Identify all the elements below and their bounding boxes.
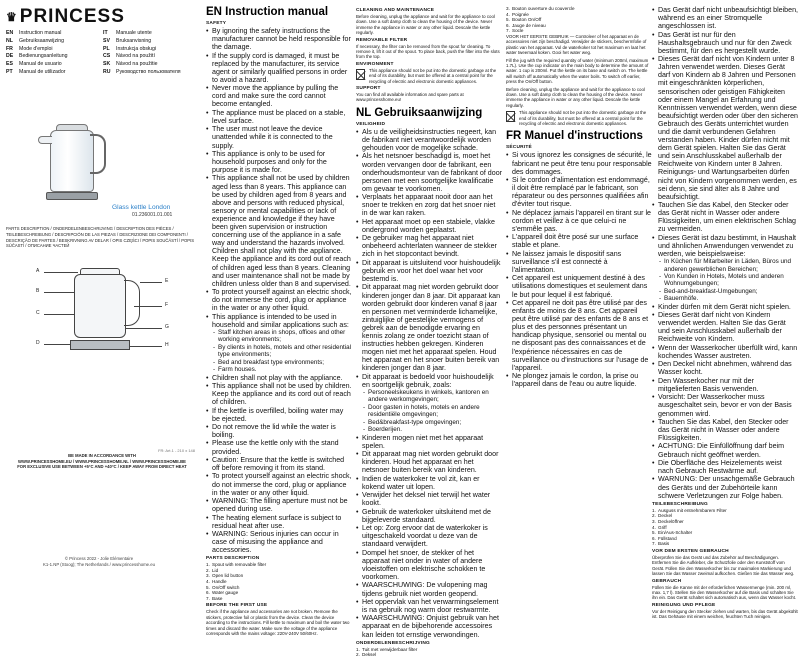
list-item: • Never move the appliance by pulling the cord and make sure the cord cannot become entangled. bbox=[206, 84, 352, 108]
list-item: • This appliance is intended to be used in household and similar applications such as: bbox=[206, 313, 352, 329]
lang-code-fr: FR bbox=[506, 130, 525, 143]
lang-code-nl: NL bbox=[356, 106, 375, 119]
list-item: - Door gasten in hotels, motels en andere residentiële omgevingen; bbox=[356, 404, 502, 418]
safety-list bbox=[206, 27, 352, 329]
list-item: • To protect yourself against an electric shock, do not immerse the cord, plug or appliance in the water or any other liquid. bbox=[206, 472, 352, 496]
clean-text: Vor der Reinigung den Stecker ziehen und warten, bis das Gerät abgekühlt ist. Das Gehäuse mit einem weichen, feuchten Tuch reinigen. bbox=[652, 608, 798, 620]
list-item: • Cet appareil ne doit pas être utilisé par des enfants de moins de 8 ans. Cet appareil peut être utilisé par des enfants de 8 ans et plus et des personnes présentant un handicap physique, sensoriel ou mental ou ne disposant pas des connaissances et de l'expérience nécessaires en cas de surveillance ou d'instructions sur l'usage de l'appareil. bbox=[506, 299, 652, 372]
list-item: - Bed-and-breakfast-Umgebungen; bbox=[652, 288, 798, 295]
list-item: • De gebruiker mag het apparaat niet onbeheerd achterlaten wanneer de stekker zich in het stopcontact bevindt. bbox=[356, 234, 502, 258]
list-item: • Ne laissez jamais le dispositif sans surveillance s'il est connecté à l'alimentation. bbox=[506, 250, 652, 274]
address-warning: FOR EXCLUSIVE USE BETWEEN +5°C AND +40°C / KEEP AWAY FROM DIRECT HEAT bbox=[17, 464, 187, 470]
list-item: • Ne déplacez jamais l'appareil en tirant sur le cordon et veillez à ce que celui-ci ne s'emmêle pas. bbox=[506, 209, 652, 233]
parts-list bbox=[652, 508, 798, 547]
product-name: Glass kettle London bbox=[112, 204, 171, 211]
list-item: • The user must not leave the device unattended while it is connected to the supply. bbox=[206, 125, 352, 149]
list-item: • Gebruik de waterkoker uitsluitend met de bijgeleverde standaard. bbox=[356, 508, 502, 524]
language-item-es bbox=[6, 61, 99, 69]
address-block bbox=[6, 453, 198, 470]
language-item-cs bbox=[103, 53, 196, 61]
list-item: • Verwijder het deksel niet terwijl het water kookt. bbox=[356, 491, 502, 507]
list-item: • Dieses Gerät darf nicht von Kindern unter 8 Jahren verwendet werden. Dieses Gerät darf von Kindern ab 8 Jahren und Personen mit eingeschränkten körperlichen, sensorischen oder geistigen Fähigkeiten oder einem Mangel an Erfahrung und Kenntnissen verwendet werden, wenn diese beaufsichtigt werden oder über den sicheren Gebrauch des Geräts unterrichtet wurden und die damit verbundenen Gefahren verstanden haben. Kinder dürfen nicht mit dem Gerät spielen. Halten Sie das Gerät und sein Anschlusskabel außerhalb der Reichweite von Kindern unter 8 Jahren. Reinigungs- und Wartungsarbeiten dürfen nicht von Kindern vorgenommen werden, es sei denn, sie sind älter als 8 Jahre und beaufsichtigt. bbox=[652, 55, 798, 201]
safety-list bbox=[356, 128, 502, 389]
list-item: - In Küchen für Mitarbeiter in Läden, Büros und anderen gewerblichen Bereichen; bbox=[652, 258, 798, 272]
list-item: Bouton ouverture du couvercle bbox=[512, 6, 575, 11]
copyright bbox=[24, 556, 174, 567]
list-item: • Tauchen Sie das Kabel, den Stecker oder das Gerät nicht in Wasser oder andere Flüssigkeiten. bbox=[652, 418, 798, 442]
list-item: Ein/Aus-Schalter bbox=[658, 530, 693, 536]
recycle-bin-icon bbox=[356, 69, 365, 80]
parts-heading: ONDERDELENBESCHRIJVING bbox=[356, 640, 430, 646]
language-item-fr bbox=[6, 46, 99, 54]
list-item: • By ignoring the safety instructions the manufacturer cannot be held responsible for the damage. bbox=[206, 27, 352, 51]
list-item: • Do not remove the lid while the water is boiling. bbox=[206, 423, 352, 439]
title-text: Instruction manual bbox=[225, 6, 329, 18]
brand-logo bbox=[6, 6, 125, 28]
list-item: • Caution: Ensure that the kettle is switched off before removing it from its stand. bbox=[206, 456, 352, 472]
list-item: • WARNING: The filling aperture must not be opened during use. bbox=[206, 497, 352, 513]
language-code: EN bbox=[6, 30, 14, 36]
list-item: Base bbox=[212, 595, 223, 601]
language-label: Manual de utilizador bbox=[19, 68, 66, 75]
before-heading: VOR DEM ERSTEN GEBRAUCH bbox=[652, 548, 729, 554]
list-item: • Dieses Gerät darf nicht von Kindern verwendet werden. Halten Sie das Gerät und sein Anschlusskabel außerhalb der Reichweite von Kindern. bbox=[652, 311, 798, 343]
language-code: PT bbox=[6, 68, 13, 75]
list-item: • WARNUNG: Der unsachgemäße Gebrauch des Geräts und der Zubehörteile kann schwere Verletzungen zur Folge haben. bbox=[652, 475, 798, 499]
kettle-body bbox=[50, 130, 94, 192]
list-item: Lid bbox=[212, 567, 219, 573]
language-label: Gebruiksaanwijzing bbox=[19, 37, 64, 44]
list-item: • Die Oberfläche des Heizelements weist nach Gebrauch Restwärme auf. bbox=[652, 459, 798, 475]
list-item: • If the kettle is overfilled, boiling water may be ejected. bbox=[206, 407, 352, 423]
list-item: • Ne plongez jamais le cordon, la prise ou l'appareil dans de l'eau ou autre liquide. bbox=[506, 372, 652, 388]
list-item: - By clients in hotels, motels and other residential type environments; bbox=[206, 344, 352, 358]
diagram-leader bbox=[140, 282, 162, 283]
list-item: Spout with removable filter bbox=[212, 562, 267, 568]
diagram-leader bbox=[44, 292, 74, 293]
crown-icon: ♛ bbox=[6, 10, 18, 24]
usage-sub-list bbox=[206, 329, 352, 373]
language-item-en bbox=[6, 30, 99, 38]
list-item: • Dit apparaat mag niet worden gebruikt door kinderen. Houd het apparaat en het netsnoer buiten bereik van kinderen. bbox=[356, 450, 502, 474]
before-text: Überprüfen Sie das Gerät und das Zubehör auf Beschädigungen. Entfernen Sie die Aufkleber, die Schutzfolie oder den Kunststoff vom Gerät. Füllen Sie den Wasserkocher bis zur maximalen Markierung und lassen Sie das Wasser zweimal aufkochen. Gießen Sie das Wasser weg. bbox=[652, 554, 795, 577]
section-title-en bbox=[206, 6, 352, 19]
clean-heading: CLEANING AND MAINTENANCE bbox=[356, 8, 435, 13]
list-item: • WAARSCHUWING: Onjuist gebruik van het apparaat en de bijbehorende accessoires kan leiden tot ernstige verwondingen. bbox=[356, 614, 502, 638]
list-item: • Dit apparaat is uitsluitend voor huishoudelijk gebruik en voor het doel waar het voor bestemd is. bbox=[356, 259, 502, 283]
list-item: • Als u de veiligheidsinstructies negeert, kan de fabrikant niet verantwoordelijk worden gehouden voor de mogelijke schade. bbox=[356, 128, 502, 152]
title-text: Manuel d'instructions bbox=[524, 130, 643, 143]
format-note: FR: Art.1 - 210 x 148 bbox=[158, 448, 195, 453]
list-item: Füllstand bbox=[658, 535, 677, 541]
language-label: Руководство пользователя bbox=[116, 68, 181, 75]
address-country: BE MADE IN ACCORDANCE WITH bbox=[68, 453, 136, 458]
list-item: - Bed and breakfast type environments; bbox=[206, 359, 352, 366]
language-code: PL bbox=[103, 45, 110, 52]
list-item: - Von Kunden in Hotels, Motels und anderen Wohnumgebungen; bbox=[652, 273, 798, 287]
language-label: Manual de usuario bbox=[19, 61, 62, 68]
diagram-label: C bbox=[36, 310, 40, 316]
list-item: • Please use the kettle only with the stand provided. bbox=[206, 439, 352, 455]
list-item: Deksel bbox=[362, 652, 377, 658]
parts-heading: TEILEBESCHREIBUNG bbox=[652, 501, 708, 507]
kettle-base bbox=[46, 192, 98, 200]
section-title-nl bbox=[356, 107, 502, 120]
diagram-label: E bbox=[165, 278, 169, 284]
diagram-label: D bbox=[36, 340, 40, 346]
language-code: IT bbox=[103, 30, 108, 36]
filter-heading: REMOVABLE FILTER bbox=[356, 37, 408, 43]
list-item: • Indien de waterkoker te vol zit, kan er kokend water uit lopen. bbox=[356, 475, 502, 491]
column-fr-de bbox=[652, 6, 798, 620]
language-label: Návod na použití bbox=[116, 53, 155, 60]
environment-text-body: This appliance should not be put into the domestic garbage at the end of its durability, but must be offered at a central point for the recycling of electric and electronic domestic appliances. bbox=[369, 67, 497, 84]
list-item: • Tauchen Sie das Kabel, den Stecker oder das Gerät nicht in Wasser oder andere Flüssigkeiten, um einen elektrischen Schlag zu vermeiden. bbox=[652, 201, 798, 233]
list-item: • WAARSCHUWING: De vulopening mag tijdens gebruik niet worden geopend. bbox=[356, 581, 502, 597]
list-item: • Das Gerät ist nur für den Haushaltsgebrauch und nur für den Zweck bestimmt, für den es hergestellt wurde. bbox=[652, 31, 798, 55]
parts-description-multilang: PARTS DESCRIPTION / ONDERDELENBESCHRIJVING / DESCRIPTION DES PIÈCES / TEILEBESCHREIBUNG / DESCRIPCIÓN DE LAS PIEZAS / DESCRIZIONE DEI COMPONENTI / DESCRIÇÃO DE PARTES / BESKRIVNING AV DELAR / OPIS CZĘŚCI / POPIS SOUČÁSTÍ / POPIS SÚČASTÍ / ОПИСАНИЕ ЧАСТЕЙ bbox=[6, 226, 195, 249]
safety-heading: VEILIGHEID bbox=[356, 121, 386, 127]
language-label: Mode d'emploi bbox=[19, 45, 53, 52]
language-item-ru bbox=[103, 69, 196, 77]
list-item: • Kinderen mogen niet met het apparaat spelen. bbox=[356, 434, 502, 450]
language-item-pt bbox=[6, 69, 99, 77]
list-item: - Farm houses. bbox=[206, 366, 352, 373]
column-nl-fr bbox=[506, 6, 652, 570]
clean-heading: REINIGUNG UND PFLEGE bbox=[652, 602, 716, 608]
column-en bbox=[206, 6, 352, 637]
list-item: • The heating element surface is subject to residual heat after use. bbox=[206, 514, 352, 530]
list-item: • Let op: Zorg ervoor dat de waterkoker is uitgeschakeld voordat u deze van de standaard verwijdert. bbox=[356, 524, 502, 548]
list-item: • Si vous ignorez les consignes de sécurité, le fabricant ne peut être tenu pour responsable des dommages. bbox=[506, 151, 652, 175]
list-item: - Staff kitchen areas in shops, offices and other working environments; bbox=[206, 329, 352, 343]
diagram-leader bbox=[44, 314, 74, 315]
nl-filler-text-3 bbox=[506, 110, 652, 126]
list-item: • Als het netsnoer beschadigd is, moet het worden vervangen door de fabrikant, een onderhoudsmonteur van de fabrikant of door personen met een soortgelijke kwalificatie om gevaar te voorkomen. bbox=[356, 152, 502, 192]
list-item: - Personeelskeukens in winkels, kantoren en andere werkomgevingen; bbox=[356, 389, 502, 403]
language-item-it bbox=[103, 30, 196, 38]
parts-list-cont bbox=[506, 6, 652, 34]
copyright-line: © Princess 2022 - Jolie Elémentaire bbox=[64, 556, 134, 561]
language-code: SV bbox=[103, 37, 110, 44]
safety-list-2 bbox=[356, 434, 502, 639]
diagram-label: A bbox=[36, 268, 40, 274]
list-item: Handle bbox=[212, 579, 227, 585]
list-item: Griff bbox=[658, 524, 667, 530]
diagram-handle bbox=[124, 280, 140, 326]
cover-panel bbox=[0, 0, 200, 575]
list-item: • Dompel het snoer, de stekker of het apparaat niet onder in water of andere vloeistoffen om elektrische schokken te voorkomen. bbox=[356, 549, 502, 581]
list-item: Bouton On/Off bbox=[512, 17, 542, 23]
safety-heading: SÉCURITÉ bbox=[506, 145, 532, 151]
language-label: Bedienungsanleitung bbox=[19, 53, 68, 60]
list-item: • Dit apparaat mag niet worden gebruikt door kinderen jonger dan 8 jaar. Dit apparaat kan worden gebruikt door kinderen vanaf 8 jaar en personen met verminderde lichamelijke, zintuiglijke of geestelijke vermogens of gebrek aan de benodigde ervaring en kennis zolang ze onder toezicht staan of instructies hebben gekregen. Kinderen mogen niet met het apparaat spelen. Houd het apparaat en het snoer buiten bereik van kinderen jonger dan 8 jaar. bbox=[356, 283, 502, 372]
list-item: • Wenn der Wasserkocher überfüllt wird, kann kochendes Wasser austreten. bbox=[652, 344, 798, 360]
use-heading: GEBRAUCH bbox=[652, 578, 682, 584]
list-item: Tuit met verwijderbaar filter bbox=[362, 646, 418, 652]
language-code: CS bbox=[103, 53, 111, 60]
language-code: FR bbox=[6, 45, 13, 52]
diagram-leader bbox=[126, 328, 162, 329]
list-item: • Si le cordon d'alimentation est endommagé, il doit être remplacé par le fabricant, son réparateur ou des personnes qualifiées afin d'éviter tout risque. bbox=[506, 176, 652, 208]
fr-safety-cont bbox=[652, 6, 798, 258]
list-item: • This appliance is only to be used for household purposes and only for the purpose it is made for. bbox=[206, 150, 352, 174]
list-item: • WARNING: Serious injuries can occur in case of misusing the appliance and accessories. bbox=[206, 530, 352, 554]
product-model: 01.236001.01.001 bbox=[132, 212, 173, 218]
list-item: Socle bbox=[512, 28, 524, 34]
diagram-label: G bbox=[165, 324, 169, 330]
list-item: • If the supply cord is damaged, it must be replaced by the manufacturer, its service agent or similarly qualified persons in order to avoid a hazard. bbox=[206, 52, 352, 84]
nl-filler-text: Fill the jug with the required quantity of water (minimum 200ml, maximum 1.7L). Use the cup indicator on the main body to determine the amount of water. 1 cup is 200ml. Put the kettle on its base and switch on. The kettle will switch off automatically when the water boils. To switch off earlier, press the On/Off button. bbox=[506, 57, 649, 85]
diagram-leader bbox=[130, 346, 162, 347]
nl-before-text: VOOR HET EERSTE GEBRUIK — Controleer of het apparaat en de accessoires niet zijn beschadigd. Verwijder de stickers, beschermfolie of plastic van het apparaat. Vul de waterkoker tot het maximum en laat het water tweemaal koken. Gooi het water weg. bbox=[506, 33, 647, 56]
list-item: • L'appareil doit être posé sur une surface stable et plane. bbox=[506, 233, 652, 249]
column-en-nl bbox=[356, 6, 502, 658]
parts-heading: PARTS DESCRIPTION bbox=[206, 556, 260, 562]
list-item: Open lid button bbox=[212, 573, 244, 579]
language-item-de bbox=[6, 53, 99, 61]
language-label: Návod na použitie bbox=[116, 61, 158, 68]
list-item: • Children shall not play with the appliance. bbox=[206, 374, 352, 382]
diagram-label: B bbox=[36, 288, 40, 294]
list-item: Ausguss mit entnehmbarem Filter bbox=[658, 507, 727, 513]
list-item: • Das Gerät darf nicht unbeaufsichtigt bleiben, während es an einer Stromquelle angeschlossen ist. bbox=[652, 6, 798, 30]
list-item: - Bauernhöfe. bbox=[652, 295, 798, 302]
kettle-spout bbox=[38, 136, 52, 144]
list-item: Poignée bbox=[512, 11, 529, 17]
nl-filler-text-2: Before cleaning, unplug the appliance and wait for the appliance to cool down. Use a soft damp cloth to clean the housing of the device. Never immerse the appliance in water or any other liquid. Descale the kettle regularly. bbox=[506, 86, 645, 108]
support-text: You can find all available information and spare parts at www.princesshome.eu! bbox=[356, 92, 464, 103]
safety-list bbox=[506, 151, 652, 388]
list-item: • Verplaats het apparaat nooit door aan het snoer te trekken en zorg dat het snoer niet in de war kan raken. bbox=[356, 193, 502, 217]
list-item: • Het oppervlak van het verwarmingselement is na gebruik nog warm door restwarmte. bbox=[356, 598, 502, 614]
list-item: Jauge de niveau bbox=[512, 22, 546, 28]
language-code: DE bbox=[6, 53, 14, 60]
list-item: - Bed&breakfast-type omgevingen; bbox=[356, 419, 502, 426]
list-item: Water gauge bbox=[212, 590, 239, 596]
environment-text-body: This appliance should not be put into the domestic garbage at the end of its durability, but must be offered at a central point for the recycling of electric and electronic domestic appliances. bbox=[519, 110, 647, 127]
language-code: RU bbox=[103, 68, 111, 75]
kettle-illustration bbox=[20, 112, 115, 212]
usage-sub-list bbox=[356, 389, 502, 433]
diagram-label: F bbox=[165, 302, 169, 308]
list-item: • Vorsicht: Der Wasserkocher muss ausgeschaltet sein, bevor er von der Basis genommen wird. bbox=[652, 393, 798, 417]
diagram-leader bbox=[44, 344, 70, 345]
language-label: Instrukcja obsługi bbox=[116, 45, 157, 52]
language-code: NL bbox=[6, 37, 13, 44]
lang-code-en: EN bbox=[206, 6, 226, 18]
support-heading: SUPPORT bbox=[356, 86, 381, 92]
language-label: Bruksanvisning bbox=[116, 37, 152, 44]
use-text: Füllen Sie die Kanne mit der erforderlichen Wassermenge (min. 200 ml, max. 1,7 l). Stellen Sie den Wasserkocher auf die Basis und schalten Sie ihn ein. Das Gerät schaltet sich automatisch aus, wenn das Wasser kocht. bbox=[652, 584, 797, 601]
list-item: Deckel bbox=[658, 513, 673, 519]
title-text: Gebruiksaanwijzing bbox=[374, 106, 483, 119]
list-item: • Den Wasserkocher nur mit der mitgelieferten Basis verwenden. bbox=[652, 377, 798, 393]
list-item: • Cet appareil est uniquement destiné à des utilisations domestiques et seulement dans le but pour lequel il est fabriqué. bbox=[506, 274, 652, 298]
list-item: • Kinder dürfen mit dem Gerät nicht spielen. bbox=[652, 303, 798, 311]
language-item-sk bbox=[103, 61, 196, 69]
de-sub-list bbox=[652, 258, 798, 302]
safety-heading: SAFETY bbox=[206, 21, 227, 26]
language-label: Instruction manual bbox=[19, 30, 62, 36]
recycle-bin-icon bbox=[506, 111, 515, 122]
filter-text: If necessary, the filter can be removed from the spout for cleaning. To remove it, lift it out of the spout. To place back, push the filter into the slots from the top. bbox=[356, 43, 500, 60]
environment-heading: ENVIRONMENT bbox=[356, 61, 394, 67]
parts-list bbox=[356, 647, 502, 658]
environment-text bbox=[356, 68, 502, 84]
diagram-label: H bbox=[165, 342, 169, 348]
before-heading: BEFORE THE FIRST USE bbox=[206, 603, 268, 609]
clean-text: Before cleaning, unplug the appliance and wait for the appliance to cool down. Use a soft damp cloth to clean the housing of the device. Never immerse the appliance in water or any other liquid. Descale the kettle regularly. bbox=[356, 14, 495, 36]
language-code: SK bbox=[103, 61, 111, 68]
list-item: • Dit apparaat is bedoeld voor huishoudelijk en soortgelijk gebruik, zoals: bbox=[356, 373, 502, 389]
before-text: Check if the appliance and accessories are not broken. Remove the stickers, protective foil or plastic from the device. Clean the device according to the instructions. Fill kettle to maximum and boil the water two times and discard the water. Make sure the voltage of the appliance corresponds with the mains voltage: 220V-240V 50/60Hz. bbox=[206, 609, 350, 637]
diagram-body bbox=[74, 274, 126, 338]
diagram-leader bbox=[44, 272, 78, 273]
language-label: Manuale utente bbox=[116, 30, 152, 36]
brand-name: PRINCESS bbox=[19, 6, 125, 27]
language-list bbox=[6, 30, 196, 77]
list-item: Basis bbox=[658, 541, 670, 547]
kettle-handle bbox=[90, 134, 106, 174]
section-title-fr bbox=[506, 130, 652, 143]
language-item-pl bbox=[103, 46, 196, 54]
list-item: Deckelöffner bbox=[658, 518, 684, 524]
copyright-line: K1-1.NP (Stoog); The Netherlands / www.princesshome.eu bbox=[42, 561, 156, 567]
parts-list bbox=[206, 562, 352, 601]
list-item: • To protect yourself against an electric shock, do not immerse the cord, plug or appliance in the water or any other liquid. bbox=[206, 288, 352, 312]
list-item: On/Off switch bbox=[212, 584, 240, 590]
language-item-sv bbox=[103, 38, 196, 46]
list-item: • Het apparaat moet op een stabiele, vlakke ondergrond worden geplaatst. bbox=[356, 218, 502, 234]
list-item: • Den Deckel nicht abnehmen, während das Wasser kocht. bbox=[652, 360, 798, 376]
list-item: • The appliance must be placed on a stable, level surface. bbox=[206, 109, 352, 125]
diagram-leader bbox=[134, 306, 162, 307]
language-code: ES bbox=[6, 61, 13, 68]
list-item: • This appliance shall not be used by children. Keep the appliance and its cord out of reach of children. bbox=[206, 382, 352, 406]
diagram-base bbox=[70, 340, 130, 350]
list-item: • This appliance shall not be used by children aged less than 8 years. This appliance can be used by children aged from 8 years and above and persons with reduced physical, sensory or mental capabilities or lack of experience and knowledge if they have been given supervision or instruction concerning use of the appliance in a safe way and understand the hazards involved. Children shall not play with the appliance. Keep the appliance and its cord out of reach of children aged less than 8 years. Cleaning and user maintenance shall not be made by children unless older than 8 and supervised. bbox=[206, 174, 352, 287]
safety-list-2 bbox=[206, 374, 352, 555]
de-safety-list-2 bbox=[652, 303, 798, 500]
list-item: • ACHTUNG: Die Einfüllöffnung darf beim Gebrauch nicht geöffnet werden. bbox=[652, 442, 798, 458]
parts-diagram bbox=[14, 262, 189, 362]
address-web: WWW.PRINCESSHOME.EU / WWW.PRINCESSHOME.NL / WWW.PRINCESSHOME.BE bbox=[18, 458, 186, 464]
list-item: • Dieses Gerät ist dazu bestimmt, in Haushalt und ähnlichen Anwendungen verwendet zu werden, wie beispielsweise: bbox=[652, 234, 798, 258]
language-item-nl bbox=[6, 38, 99, 46]
list-item: - Boerderijen. bbox=[356, 426, 502, 433]
